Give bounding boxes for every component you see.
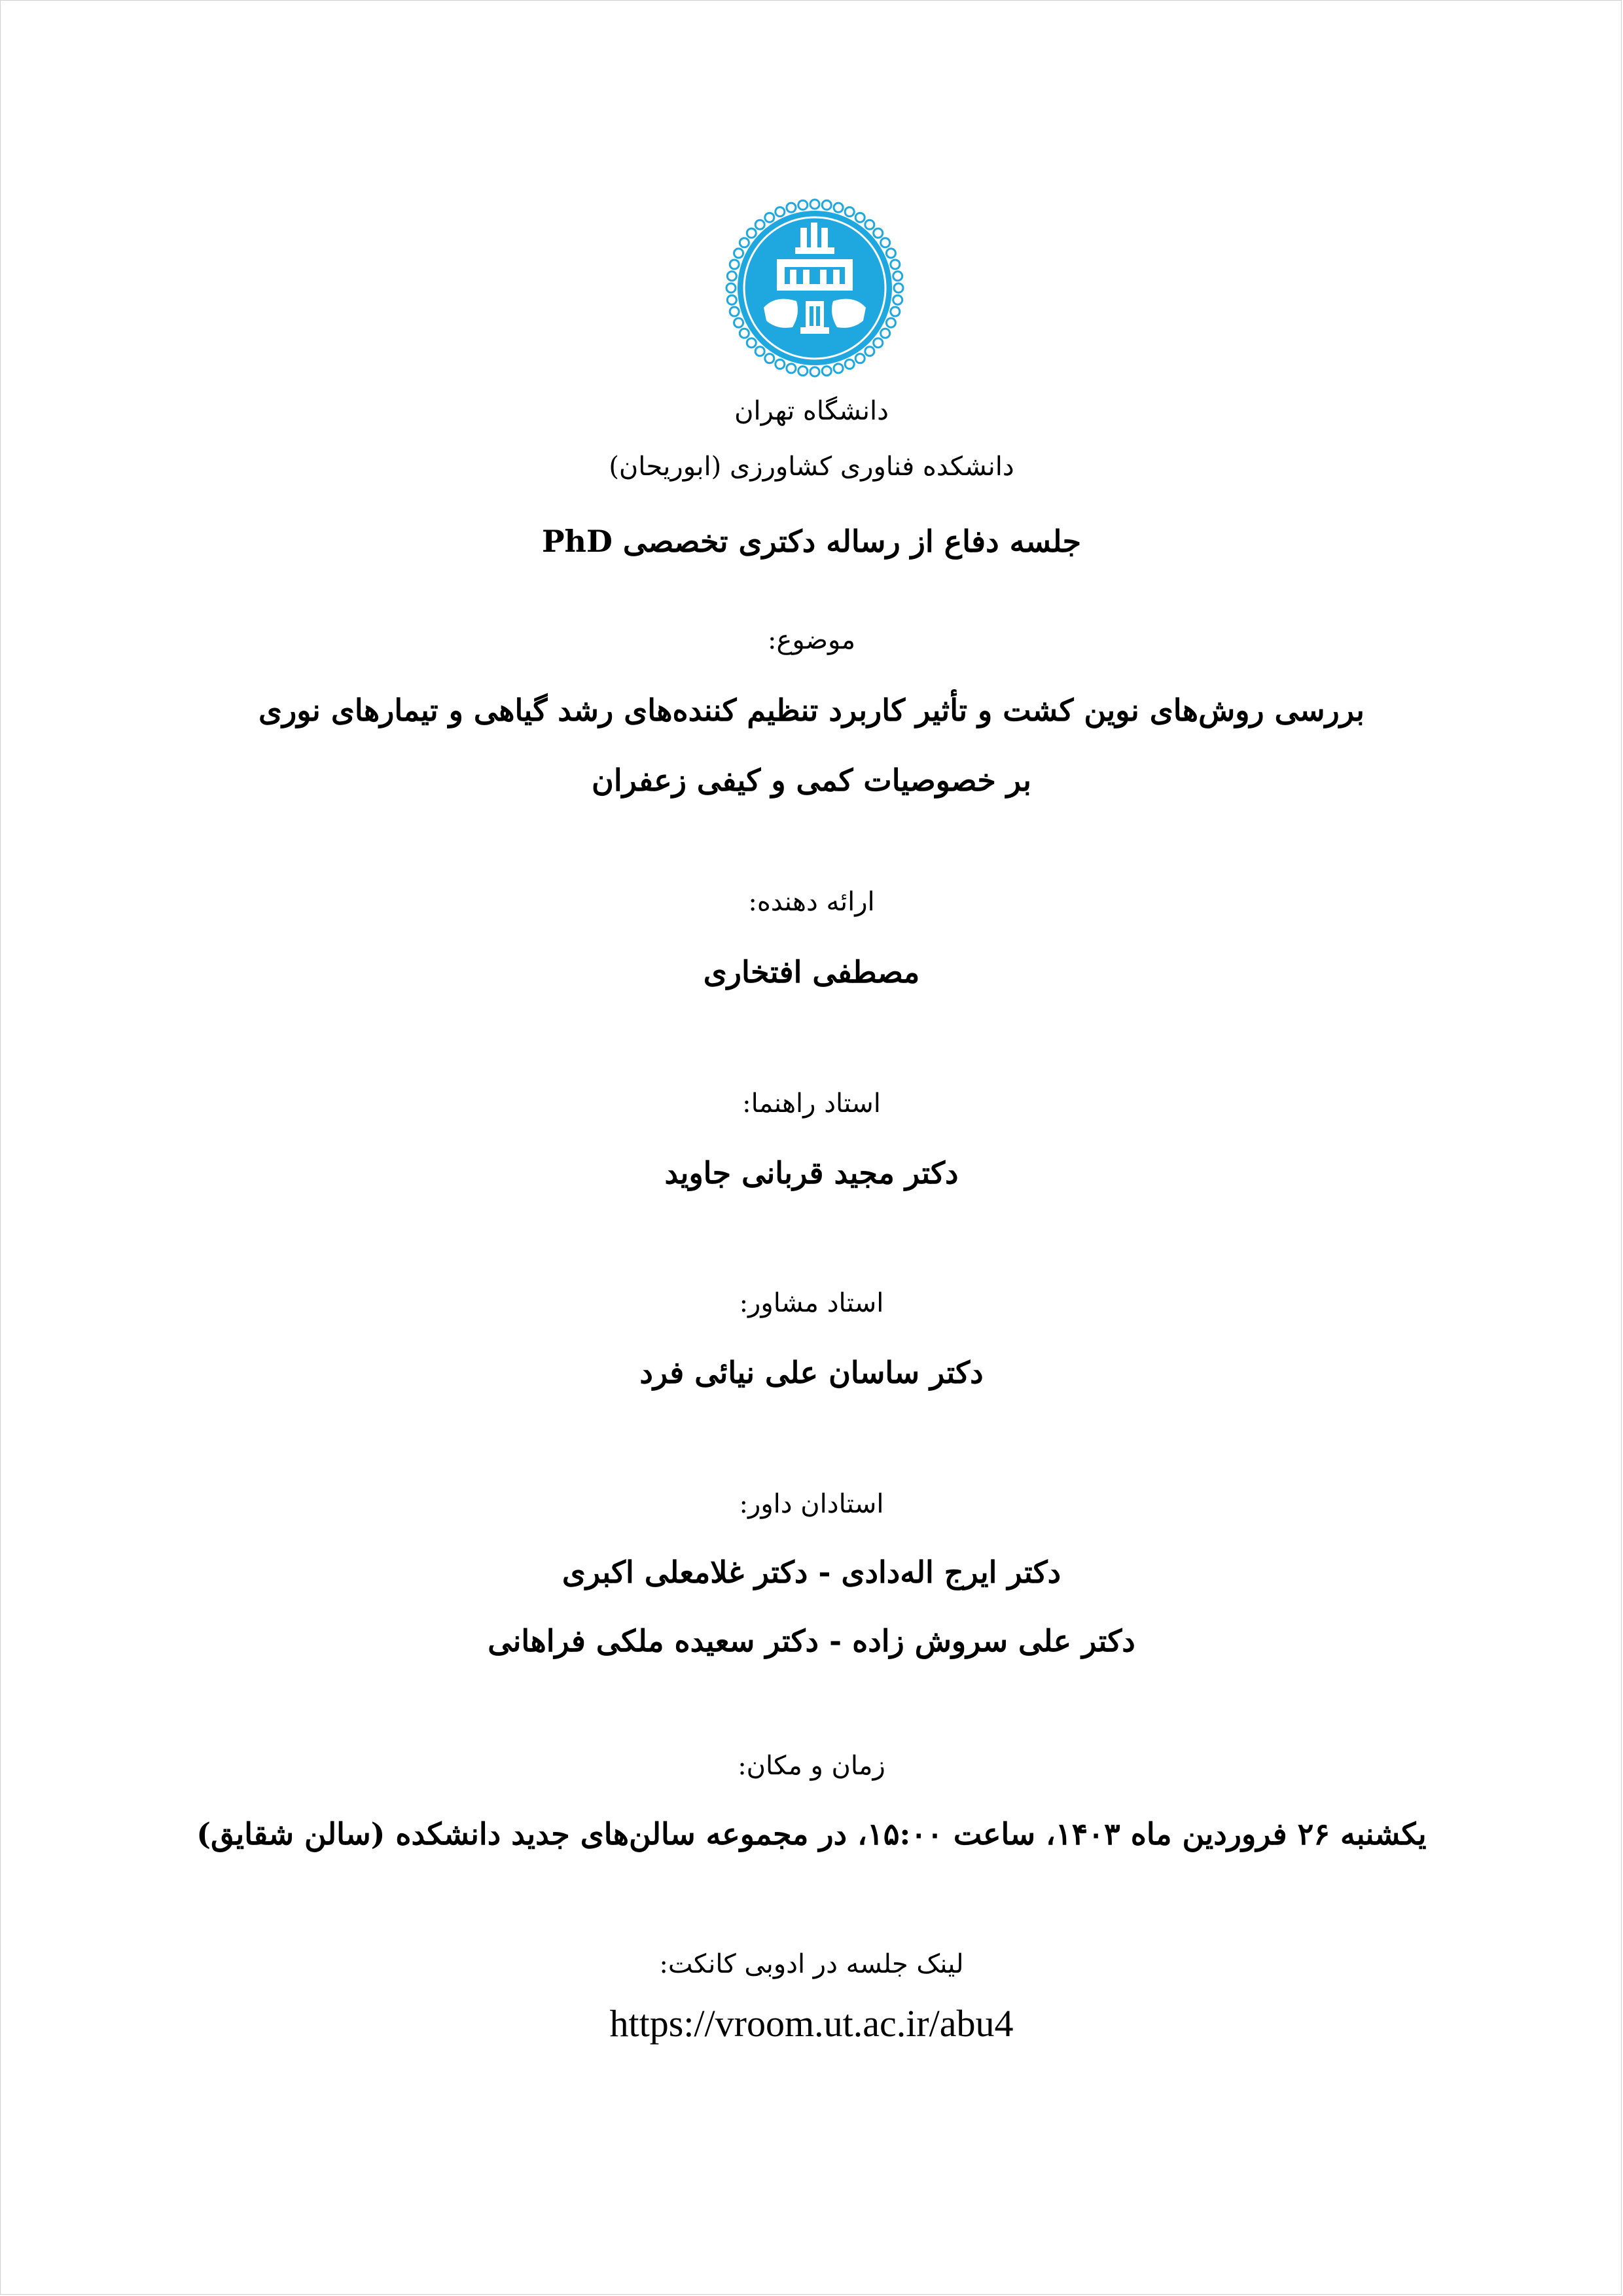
logo-bead: [765, 354, 774, 363]
logo-bead: [893, 295, 902, 304]
logo-bead: [874, 228, 883, 238]
university-logo-emblem: [723, 196, 906, 380]
topic-line-1: بررسی روش‌های نوین کشت و تأثیر کاربرد تنظیم کننده‌های رشد گیاهی و تیمارهای نوری: [259, 692, 1364, 728]
topic-line-2: بر خصوصیات کمی و کیفی زعفران: [592, 762, 1031, 798]
logo-bead: [874, 338, 883, 348]
logo-bead: [891, 307, 900, 316]
logo-bead: [822, 367, 831, 376]
university-name: دانشگاه تهران: [734, 396, 889, 426]
logo-bead: [747, 338, 756, 348]
advisor-name: دکتر ساسان علی نیائی فرد: [639, 1355, 984, 1390]
logo-bead: [776, 207, 785, 217]
logo-bead: [881, 238, 890, 247]
logo-bead: [855, 213, 865, 222]
logo-bead: [740, 329, 749, 338]
referees-line-1: دکتر ایرج اله‌دادی - دکتر غلامعلی اکبری: [562, 1554, 1061, 1590]
time-place-label: زمان و مکان:: [738, 1751, 885, 1781]
logo-bead: [865, 347, 874, 356]
logo-bead: [893, 272, 902, 281]
logo-bead: [886, 318, 895, 327]
logo-bead: [845, 207, 854, 217]
advisor-label: استاد مشاور:: [739, 1288, 884, 1318]
logo-bead: [834, 364, 843, 373]
logo-bead: [845, 359, 854, 368]
logo-bead: [730, 307, 739, 316]
presenter-label: ارائه دهنده:: [748, 887, 875, 917]
time-place-value: یکشنبه ۲۶ فروردین ماه ۱۴۰۳، ساعت ۱۵:۰۰، در مجموعه سالن‌های جدید دانشکده (سالن شقایق): [196, 1816, 1427, 1852]
logo-bead: [734, 318, 743, 327]
logo-bead: [834, 203, 843, 212]
logo-bead: [798, 367, 808, 376]
logo-bead: [755, 347, 764, 356]
topic-label: موضوع:: [767, 625, 856, 655]
supervisor-name: دکتر مجید قربانی جاوید: [664, 1155, 959, 1191]
meeting-link[interactable]: https://vroom.ut.ac.ir/abu4: [609, 2002, 1014, 2045]
logo-bead: [787, 364, 796, 373]
logo-bead: [810, 200, 819, 209]
supervisor-label: استاد راهنما:: [742, 1088, 881, 1119]
logo-bead: [776, 359, 785, 368]
logo-bead: [865, 220, 874, 229]
logo-bead: [727, 295, 736, 304]
logo-bead: [891, 260, 900, 269]
logo-bead: [765, 213, 774, 222]
logo-bead: [894, 283, 903, 293]
logo-bead: [881, 329, 890, 338]
session-title: جلسه دفاع از رساله دکتری تخصصی PhD: [541, 524, 1082, 559]
logo-bead: [726, 283, 736, 293]
logo-bead: [787, 203, 796, 212]
logo-bead: [740, 238, 749, 247]
presenter-name: مصطفی افتخاری: [703, 954, 920, 990]
link-label: لینک جلسه در ادوبی کانکت:: [659, 1949, 964, 1979]
logo-bead: [886, 249, 895, 258]
logo-bead: [822, 200, 831, 209]
logo-bead: [734, 249, 743, 258]
logo-bead: [747, 228, 756, 238]
referees-label: استادان داور:: [739, 1489, 884, 1519]
referees-line-2: دکتر علی سروش زاده - دکتر سعیده ملکی فراهانی: [488, 1623, 1135, 1659]
university-logo: [723, 196, 906, 380]
logo-bead: [810, 367, 819, 376]
logo-bead: [855, 354, 865, 363]
logo-bead: [755, 220, 764, 229]
logo-bead: [798, 200, 808, 209]
logo-bead: [727, 272, 736, 281]
faculty-name: دانشکده فناوری کشاورزی (ابوریحان): [609, 452, 1014, 482]
logo-bead: [730, 260, 739, 269]
